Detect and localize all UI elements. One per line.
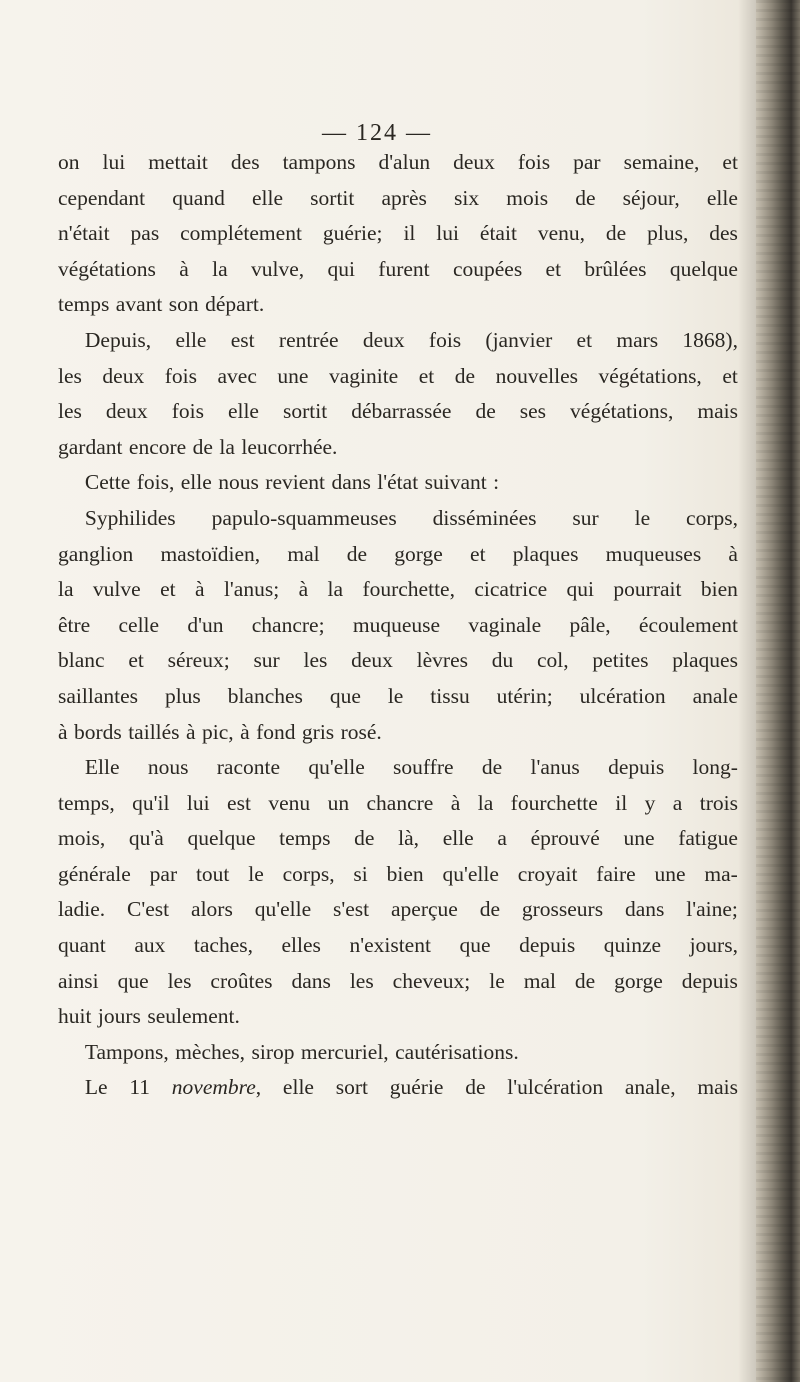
text-line	[58, 465, 738, 501]
word: ladie.	[58, 897, 106, 922]
text-line	[58, 821, 738, 857]
word: de	[479, 897, 500, 922]
word: venu,	[537, 221, 585, 246]
word: et	[576, 327, 593, 352]
word: rentrée	[278, 327, 339, 352]
word: cependant	[58, 185, 146, 210]
word: les	[303, 648, 328, 673]
word: complétement	[180, 221, 302, 246]
word: lèvres	[416, 648, 468, 673]
word: saillantes	[58, 683, 139, 708]
word: quelque	[187, 826, 256, 851]
word: qu'elle	[308, 755, 365, 780]
word: dans	[331, 470, 371, 495]
word: d'un	[187, 612, 224, 637]
word: qu'elle	[442, 861, 499, 886]
text-line	[58, 999, 738, 1035]
word: sort	[335, 1075, 368, 1100]
text-line	[58, 216, 738, 252]
word: vaginale	[468, 612, 542, 637]
word: bords	[73, 719, 122, 744]
word: vulve,	[250, 256, 305, 281]
word: depuis	[519, 933, 576, 958]
word: pic,	[201, 719, 234, 744]
word: long-	[692, 755, 738, 780]
word: gardant	[58, 434, 123, 459]
word: pâle,	[569, 612, 611, 637]
word: Elle	[84, 755, 120, 780]
word: plaques	[672, 648, 738, 673]
word: deux	[351, 648, 393, 673]
word: être	[58, 612, 91, 637]
word: à	[195, 577, 205, 602]
word: fourchette	[510, 790, 598, 815]
word: dans	[624, 897, 665, 922]
word: elles	[281, 933, 321, 958]
word: six	[454, 185, 480, 210]
word: lui	[436, 221, 459, 246]
word: bien	[700, 577, 738, 602]
word: mettait	[148, 150, 208, 174]
text-line	[58, 892, 738, 928]
word: quand	[172, 185, 225, 210]
word: un	[327, 790, 350, 815]
word: depuis	[608, 755, 665, 780]
word: le	[387, 683, 404, 708]
text-line	[58, 750, 738, 786]
word: qu'à	[128, 826, 164, 851]
word: vulve	[92, 577, 141, 602]
word: là,	[398, 826, 420, 851]
word: que	[329, 683, 361, 708]
word: elle	[282, 1075, 314, 1100]
text-line	[58, 964, 738, 1000]
word: 1868),	[682, 327, 738, 352]
word: sortit	[282, 399, 328, 424]
word: à	[186, 719, 196, 744]
word: tampons	[282, 150, 356, 174]
word: bien	[386, 861, 424, 886]
word: elle	[227, 399, 259, 424]
word: elle	[442, 826, 474, 851]
word: les	[349, 968, 374, 993]
word: sirop	[251, 1039, 295, 1064]
word: jours	[97, 1004, 141, 1029]
word: par	[149, 861, 178, 886]
word: mois	[506, 185, 549, 210]
word: ulcération	[579, 683, 666, 708]
word: C'est	[127, 897, 170, 922]
word: elle	[251, 185, 284, 210]
word: tout	[195, 861, 230, 886]
word: de	[454, 363, 476, 388]
word: est	[227, 790, 251, 815]
word: une	[623, 826, 655, 851]
word: :	[493, 470, 500, 495]
word: et	[160, 577, 176, 602]
word: rosé.	[340, 719, 382, 744]
word: chancre;	[251, 612, 325, 637]
word: s'est	[332, 897, 370, 922]
word: blanc	[58, 648, 105, 673]
word: temps	[58, 292, 110, 317]
word: raconte	[216, 755, 281, 780]
word: Tampons,	[84, 1039, 169, 1064]
word: semaine,	[623, 150, 700, 174]
word: cicatrice	[474, 577, 548, 602]
word: écoulement	[638, 612, 738, 637]
word: nouvelles	[495, 363, 578, 388]
word: muqueuses	[605, 541, 702, 566]
word: cautérisations.	[395, 1039, 519, 1064]
word: une	[277, 363, 309, 388]
word: n'existent	[349, 933, 431, 958]
word: revient	[265, 470, 325, 495]
word: dans	[291, 968, 331, 993]
word: des	[230, 150, 260, 174]
word: leucorrhée.	[241, 434, 338, 459]
word: pas	[130, 221, 160, 246]
word: mars	[616, 327, 659, 352]
word: quelque	[669, 256, 738, 281]
word: à	[298, 577, 309, 602]
word: si	[353, 861, 368, 886]
word: mal	[287, 541, 320, 566]
word: 11	[129, 1075, 151, 1100]
word: elle	[180, 470, 212, 495]
word: corps,	[686, 505, 738, 530]
word: une	[654, 861, 686, 886]
word: qui	[327, 256, 355, 281]
word: deux	[362, 327, 405, 352]
word: la	[58, 577, 74, 602]
word: n'était	[58, 221, 110, 246]
word: générale	[58, 861, 131, 886]
word: Cette	[84, 470, 131, 495]
word: fatigue	[678, 826, 738, 851]
text-line	[58, 145, 738, 181]
word: disséminées	[432, 505, 537, 530]
word: de	[481, 755, 503, 780]
word: la	[212, 256, 228, 281]
word: lui	[186, 790, 210, 815]
word: avant	[115, 292, 163, 317]
word: seulement.	[147, 1004, 240, 1029]
word: fourchette,	[362, 577, 455, 602]
book-edge	[756, 0, 800, 1382]
word: chancre	[366, 790, 434, 815]
word: fois	[164, 363, 197, 388]
word: alors	[191, 897, 233, 922]
word: grosseurs	[521, 897, 604, 922]
word: sortit	[310, 185, 355, 210]
word: deux	[102, 363, 145, 388]
text-line	[58, 786, 738, 822]
word: jours,	[689, 933, 738, 958]
text-line	[58, 181, 738, 217]
word: de	[575, 185, 596, 210]
word: à	[450, 790, 461, 815]
word: utérin;	[496, 683, 553, 708]
word: fond	[256, 719, 296, 744]
word: lui	[102, 150, 126, 174]
word: petites	[592, 648, 649, 673]
word: temps	[279, 826, 331, 851]
text-line	[58, 857, 738, 893]
word: à	[240, 719, 250, 744]
word: plaques	[512, 541, 579, 566]
text-line	[58, 928, 738, 964]
word: gorge	[614, 968, 663, 993]
word: les	[167, 968, 192, 993]
word: et	[470, 541, 486, 566]
word: de	[346, 541, 368, 566]
word: deux	[453, 150, 495, 174]
text-line	[58, 323, 738, 359]
word: de	[354, 826, 375, 851]
word: guérie	[389, 1075, 444, 1100]
word: éprouvé	[530, 826, 600, 851]
word: (janvier	[485, 327, 553, 352]
word: brûlées	[584, 256, 647, 281]
word: ma-	[704, 861, 738, 886]
text-line	[58, 537, 738, 573]
text-line	[58, 359, 738, 395]
text-line	[58, 501, 738, 537]
word: les	[58, 399, 82, 424]
page-fold-shadow	[738, 0, 756, 1382]
word: est	[230, 327, 255, 352]
word: l'anus	[530, 755, 580, 780]
word: taches,	[193, 933, 253, 958]
text-line	[58, 715, 738, 751]
word: que	[459, 933, 491, 958]
word: suivant	[424, 470, 487, 495]
text-line	[58, 643, 738, 679]
word: on	[58, 150, 80, 174]
word: aperçue	[390, 897, 458, 922]
word: tissu	[430, 683, 470, 708]
word: elle	[706, 185, 738, 210]
word: gris	[301, 719, 335, 744]
word: ses	[519, 399, 547, 424]
word: son	[168, 292, 199, 317]
word: fois	[428, 327, 462, 352]
word: et	[418, 363, 435, 388]
word: aux	[134, 933, 166, 958]
word: a	[497, 826, 507, 851]
word: Depuis,	[84, 327, 152, 352]
word: que	[117, 968, 149, 993]
word: mal	[523, 968, 556, 993]
word: mastoïdien,	[160, 541, 261, 566]
word: à	[728, 541, 738, 566]
word: novembre,	[171, 1075, 262, 1100]
word: et	[722, 150, 738, 174]
word: du	[491, 648, 514, 673]
text-line	[58, 430, 738, 466]
word: d'alun	[378, 150, 431, 174]
word: pourrait	[613, 577, 682, 602]
word: trois	[699, 790, 738, 815]
word: anale	[692, 683, 738, 708]
word: cheveux;	[392, 968, 471, 993]
text-line	[58, 252, 738, 288]
word: de	[475, 399, 496, 424]
word: mais	[697, 1075, 738, 1100]
word: fois	[171, 399, 204, 424]
body-text	[58, 145, 738, 1106]
text-line	[58, 572, 738, 608]
word: vaginite	[328, 363, 399, 388]
word: avec	[217, 363, 257, 388]
word: gorge	[394, 541, 443, 566]
word: la	[327, 577, 344, 602]
word: depuis	[681, 968, 738, 993]
word: croyait	[517, 861, 578, 886]
word: végétations,	[598, 363, 702, 388]
word: sur	[572, 505, 599, 530]
word: a	[672, 790, 683, 815]
word: séreux;	[167, 648, 230, 673]
word: encore	[128, 434, 187, 459]
word: fois,	[136, 470, 175, 495]
word: mèches,	[175, 1039, 246, 1064]
word: fois	[517, 150, 551, 174]
word: végétations	[58, 256, 156, 281]
word: elle	[175, 327, 207, 352]
word: les	[58, 363, 82, 388]
word: l'anus;	[223, 577, 280, 602]
word: papulo-squammeuses	[211, 505, 397, 530]
word: après	[381, 185, 427, 210]
word: celle	[118, 612, 160, 637]
word: qui	[566, 577, 595, 602]
word: souffre	[393, 755, 454, 780]
word: de	[192, 434, 213, 459]
word: par	[573, 150, 601, 174]
word: il	[403, 221, 416, 246]
word: de	[574, 968, 596, 993]
word: coupées	[452, 256, 523, 281]
word: quinze	[603, 933, 662, 958]
word: de	[605, 221, 627, 246]
word: blanches	[227, 683, 303, 708]
word: ganglion	[58, 541, 134, 566]
word: taillés	[128, 719, 180, 744]
word: corps,	[282, 861, 335, 886]
word: l'ulcération	[507, 1075, 604, 1100]
text-line	[58, 679, 738, 715]
word: de	[465, 1075, 486, 1100]
word: le	[489, 968, 505, 993]
word: débarrassée	[351, 399, 452, 424]
word: l'état	[377, 470, 419, 495]
word: et	[722, 363, 738, 388]
word: ainsi	[58, 968, 99, 993]
word: sur	[253, 648, 280, 673]
word: nous	[147, 755, 189, 780]
word: et	[545, 256, 562, 281]
word: y	[644, 790, 656, 815]
word: le	[248, 861, 264, 886]
word: nous	[218, 470, 259, 495]
word: temps,	[58, 790, 115, 815]
word: mois,	[58, 826, 106, 851]
word: venu	[268, 790, 311, 815]
word: mercuriel,	[300, 1039, 389, 1064]
word: muqueuse	[352, 612, 441, 637]
word: plus	[164, 683, 201, 708]
word: la	[477, 790, 494, 815]
word: croûtes	[210, 968, 273, 993]
text-line	[58, 608, 738, 644]
word: deux	[105, 399, 148, 424]
word: huit	[58, 1004, 92, 1029]
word: guérie;	[322, 221, 383, 246]
text-line	[58, 394, 738, 430]
word: la	[219, 434, 235, 459]
word: anale,	[624, 1075, 676, 1100]
word: à	[58, 719, 68, 744]
word: qu'il	[132, 790, 170, 815]
word: il	[615, 790, 628, 815]
word: Le	[84, 1075, 108, 1100]
word: plus,	[647, 221, 689, 246]
word: végétations,	[570, 399, 674, 424]
text-line	[58, 287, 738, 323]
word: quant	[58, 933, 106, 958]
word: qu'elle	[254, 897, 312, 922]
word: le	[634, 505, 651, 530]
word: faire	[596, 861, 636, 886]
page-number: — 124 —	[322, 120, 432, 146]
word: à	[179, 256, 189, 281]
word: séjour,	[622, 185, 680, 210]
word: et	[128, 648, 144, 673]
word: des	[709, 221, 738, 246]
text-line	[58, 1070, 738, 1106]
word: était	[479, 221, 517, 246]
word: Syphilides	[84, 505, 176, 530]
word: l'aine;	[686, 897, 738, 922]
word: col,	[537, 648, 569, 673]
word: départ.	[205, 292, 265, 317]
word: furent	[378, 256, 430, 281]
text-line	[58, 1035, 738, 1071]
word: mais	[697, 399, 738, 424]
